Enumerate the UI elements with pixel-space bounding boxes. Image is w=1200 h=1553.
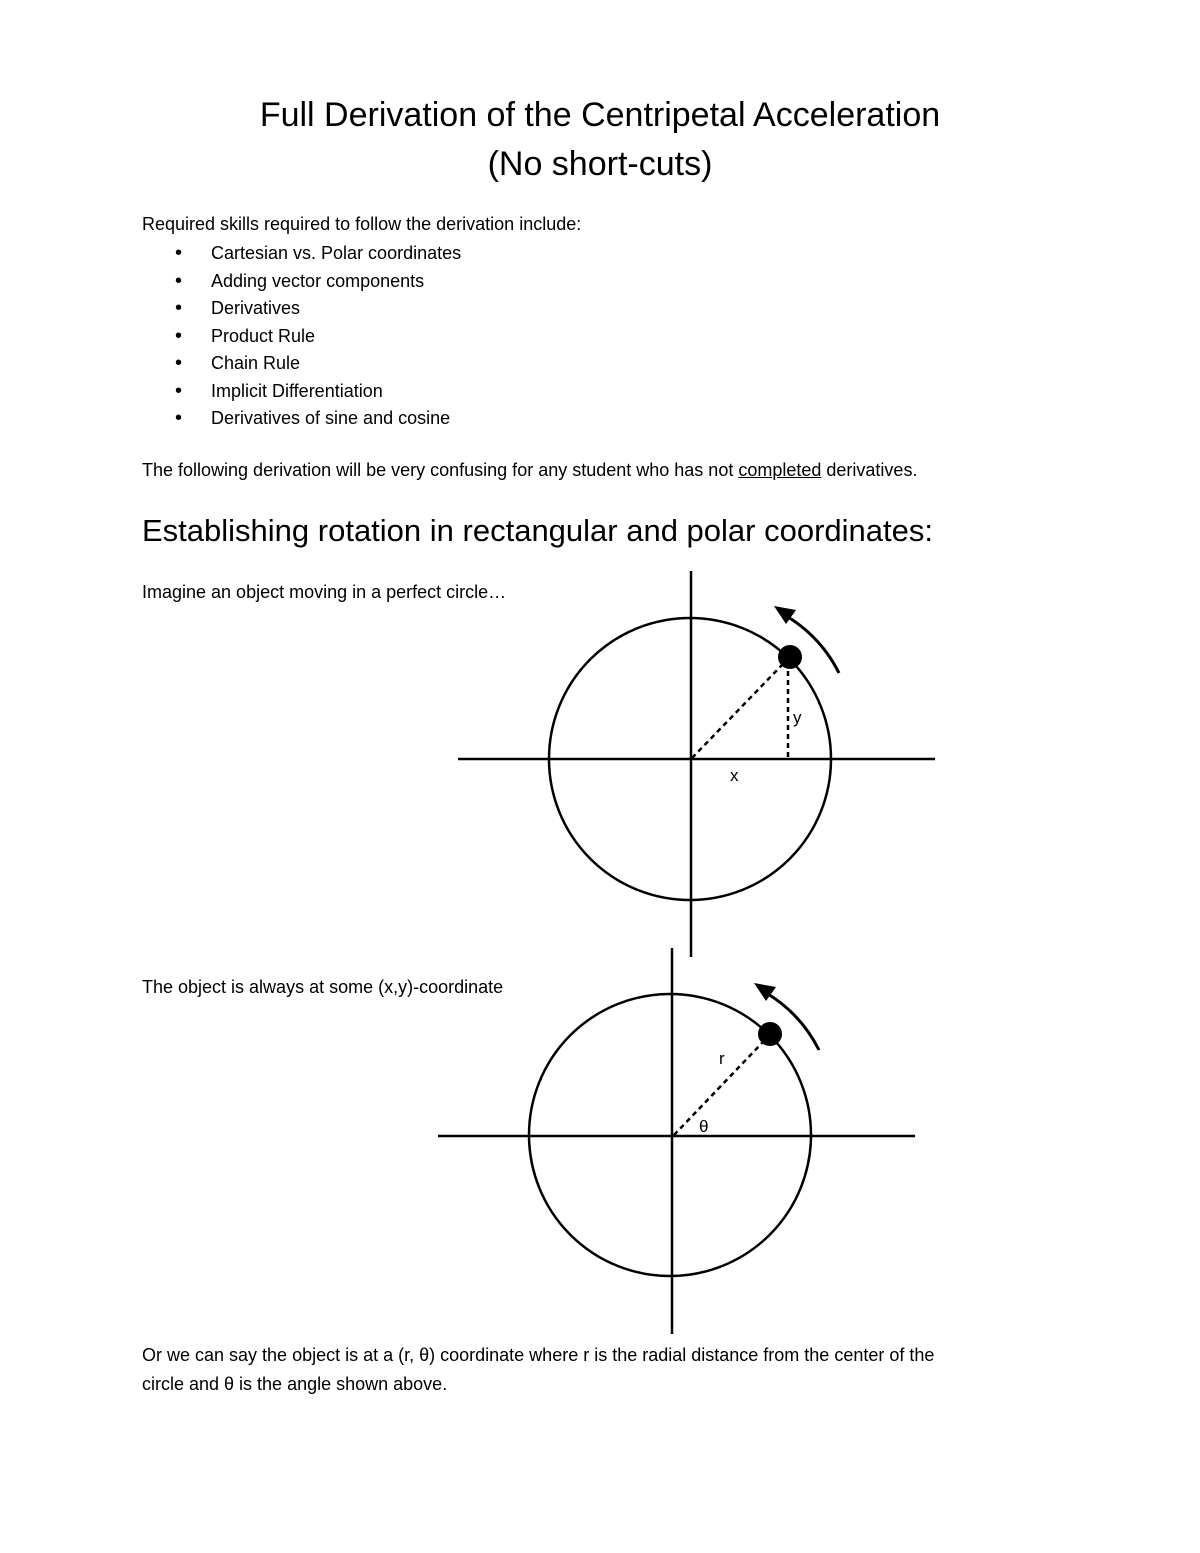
list-item: • Product Rule [175,323,461,351]
list-item: • Derivatives [175,295,461,323]
label-x: x [730,766,739,785]
list-item: • Cartesian vs. Polar coordinates [175,240,461,268]
label-theta: θ [699,1117,709,1136]
page-subtitle: (No short-cuts) [487,145,713,183]
warning-underlined: completed [738,460,822,480]
radius-dashed-line [674,1043,762,1135]
object-dot [778,645,802,669]
paragraph-polar-line1: Or we can say the object is at a (r, θ) coordinate where r is the radial distance from the center of the [142,1345,935,1365]
paragraph-imagine: Imagine an object moving in a perfect circle… [142,582,507,602]
warning-after: derivatives. [821,460,918,480]
paragraph-polar-line2: circle and θ is the angle shown above. [142,1374,448,1394]
label-y: y [793,708,802,727]
polar-coordinates-diagram [430,940,925,1340]
rectangular-coordinates-diagram [450,565,945,965]
list-item: • Chain Rule [175,350,461,378]
radius-dashed-line [692,665,782,758]
paragraph-xy: The object is always at some (x,y)-coordinate [142,977,504,997]
intro-text: Required skills required to follow the derivation include: [142,214,582,234]
list-item: • Derivatives of sine and cosine [175,405,461,433]
section-heading: Establishing rotation in rectangular and polar coordinates: [142,513,933,548]
warning-text [142,459,917,481]
list-item: • Implicit Differentiation [175,378,461,406]
skills-list [175,240,461,433]
label-r: r [719,1049,725,1068]
page-title: Full Derivation of the Centripetal Acceleration [259,96,941,134]
warning-before: The following derivation will be very confusing for any student who has not [142,460,739,480]
object-dot [758,1022,782,1046]
list-item: • Adding vector components [175,268,461,296]
